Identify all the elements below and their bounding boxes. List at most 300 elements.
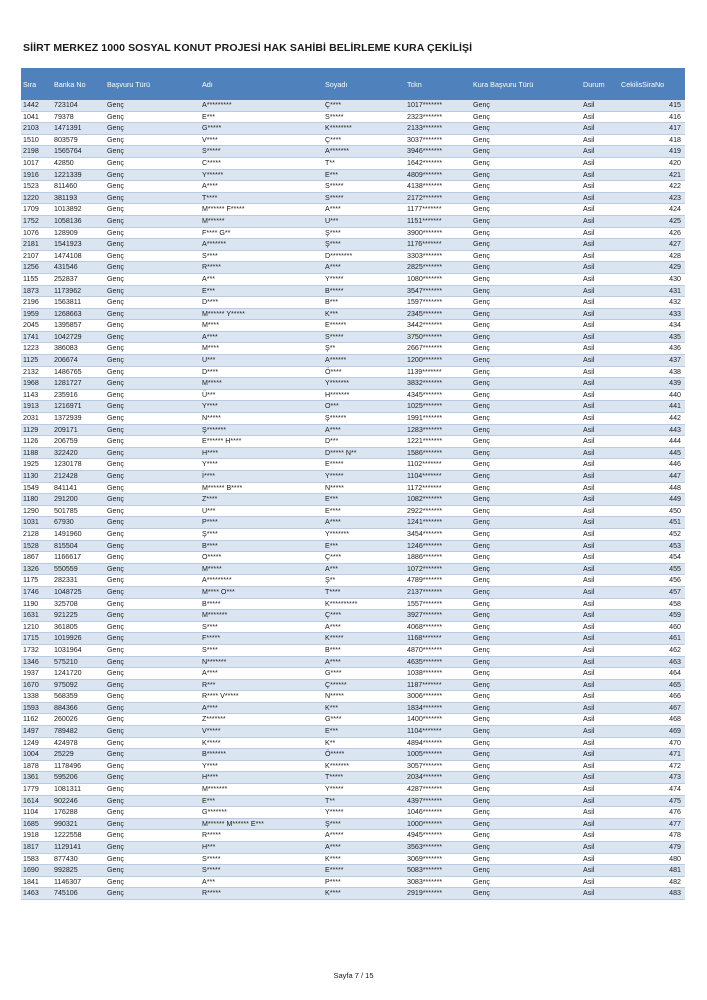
cell-basvuru-turu: Genç: [105, 714, 200, 726]
cell-cekilis-sira-no: 418: [619, 134, 685, 146]
cell-durum: Asil: [581, 772, 619, 784]
cell-soyadi: Ş****: [323, 239, 405, 251]
cell-sira: 1690: [21, 865, 52, 877]
cell-cekilis-sira-no: 474: [619, 784, 685, 796]
cell-tckn: 1082*******: [405, 494, 471, 506]
cell-cekilis-sira-no: 437: [619, 355, 685, 367]
cell-soyadi: T****: [323, 586, 405, 598]
cell-basvuru-turu: Genç: [105, 111, 200, 123]
cell-banka-no: 1486765: [52, 366, 105, 378]
cell-adi: A***: [200, 876, 323, 888]
page-title: SİİRT MERKEZ 1000 SOSYAL KONUT PROJESİ HAK SAHİBİ BELİRLEME KURA ÇEKİLİŞİ: [23, 42, 473, 54]
table-row: [21, 610, 685, 622]
cell-basvuru-turu: Genç: [105, 830, 200, 842]
cell-banka-no: 902246: [52, 795, 105, 807]
column-header-adi: Adı: [202, 79, 213, 89]
cell-durum: Asil: [581, 378, 619, 390]
cell-cekilis-sira-no: 440: [619, 389, 685, 401]
cell-durum: Asil: [581, 691, 619, 703]
column-header-kura-basvuru-turu: Kura Başvuru Türü: [473, 79, 534, 89]
cell-adi: B*****: [200, 598, 323, 610]
table-row: [21, 830, 685, 842]
cell-kura-basvuru-turu: Genç: [471, 262, 581, 274]
cell-soyadi: S*****: [323, 111, 405, 123]
cell-tckn: 1834*******: [405, 702, 471, 714]
cell-sira: 1593: [21, 702, 52, 714]
cell-adi: Z*******: [200, 714, 323, 726]
cell-soyadi: Ş**: [323, 575, 405, 587]
cell-durum: Asil: [581, 169, 619, 181]
cell-cekilis-sira-no: 476: [619, 807, 685, 819]
cell-kura-basvuru-turu: Genç: [471, 285, 581, 297]
cell-soyadi: S*****: [323, 331, 405, 343]
cell-sira: 1143: [21, 389, 52, 401]
cell-kura-basvuru-turu: Genç: [471, 679, 581, 691]
cell-banka-no: 789482: [52, 726, 105, 738]
cell-tckn: 2667*******: [405, 343, 471, 355]
cell-tckn: 1172*******: [405, 482, 471, 494]
cell-sira: 1528: [21, 540, 52, 552]
cell-soyadi: Ö****: [323, 366, 405, 378]
table-row: [21, 749, 685, 761]
cell-cekilis-sira-no: 430: [619, 273, 685, 285]
cell-basvuru-turu: Genç: [105, 169, 200, 181]
cell-tckn: 4789*******: [405, 575, 471, 587]
cell-cekilis-sira-no: 446: [619, 459, 685, 471]
cell-banka-no: 1081311: [52, 784, 105, 796]
cell-cekilis-sira-no: 427: [619, 239, 685, 251]
cell-sira: 2128: [21, 528, 52, 540]
cell-banka-no: 1216971: [52, 401, 105, 413]
cell-soyadi: A*******: [323, 146, 405, 158]
cell-tckn: 3006*******: [405, 691, 471, 703]
cell-kura-basvuru-turu: Genç: [471, 598, 581, 610]
cell-sira: 1223: [21, 343, 52, 355]
cell-adi: D****: [200, 297, 323, 309]
cell-adi: R**** V*****: [200, 691, 323, 703]
cell-banka-no: 361805: [52, 621, 105, 633]
cell-durum: Asil: [581, 401, 619, 413]
cell-sira: 2181: [21, 239, 52, 251]
cell-tckn: 1586*******: [405, 447, 471, 459]
cell-soyadi: A****: [323, 656, 405, 668]
cell-basvuru-turu: Genç: [105, 865, 200, 877]
cell-kura-basvuru-turu: Genç: [471, 459, 581, 471]
cell-cekilis-sira-no: 468: [619, 714, 685, 726]
cell-kura-basvuru-turu: Genç: [471, 471, 581, 483]
cell-banka-no: 841141: [52, 482, 105, 494]
cell-durum: Asil: [581, 123, 619, 135]
table-row: [21, 273, 685, 285]
cell-cekilis-sira-no: 461: [619, 633, 685, 645]
table-row: [21, 633, 685, 645]
cell-tckn: 1246*******: [405, 540, 471, 552]
cell-banka-no: 1541923: [52, 239, 105, 251]
cell-kura-basvuru-turu: Genç: [471, 621, 581, 633]
table-header-row: [21, 68, 685, 100]
table-row: [21, 157, 685, 169]
cell-banka-no: 1395857: [52, 320, 105, 332]
cell-cekilis-sira-no: 422: [619, 181, 685, 193]
cell-kura-basvuru-turu: Genç: [471, 204, 581, 216]
cell-soyadi: Ş******: [323, 413, 405, 425]
cell-cekilis-sira-no: 460: [619, 621, 685, 633]
cell-basvuru-turu: Genç: [105, 459, 200, 471]
cell-basvuru-turu: Genç: [105, 447, 200, 459]
cell-adi: D****: [200, 366, 323, 378]
cell-sira: 1210: [21, 621, 52, 633]
cell-basvuru-turu: Genç: [105, 691, 200, 703]
cell-durum: Asil: [581, 737, 619, 749]
cell-soyadi: A*****: [323, 830, 405, 842]
cell-cekilis-sira-no: 462: [619, 644, 685, 656]
table-row: [21, 552, 685, 564]
cell-adi: M****: [200, 320, 323, 332]
table-row: [21, 285, 685, 297]
cell-sira: 2045: [21, 320, 52, 332]
cell-kura-basvuru-turu: Genç: [471, 331, 581, 343]
cell-cekilis-sira-no: 449: [619, 494, 685, 506]
cell-banka-no: 67930: [52, 517, 105, 529]
cell-tckn: 1005*******: [405, 749, 471, 761]
cell-adi: V*****: [200, 726, 323, 738]
cell-basvuru-turu: Genç: [105, 586, 200, 598]
cell-cekilis-sira-no: 415: [619, 100, 685, 111]
cell-adi: F**** G**: [200, 227, 323, 239]
cell-kura-basvuru-turu: Genç: [471, 505, 581, 517]
cell-banka-no: 206674: [52, 355, 105, 367]
cell-tckn: 4894*******: [405, 737, 471, 749]
cell-durum: Asil: [581, 505, 619, 517]
cell-basvuru-turu: Genç: [105, 726, 200, 738]
cell-tckn: 3069*******: [405, 853, 471, 865]
cell-banka-no: 1230178: [52, 459, 105, 471]
cell-basvuru-turu: Genç: [105, 378, 200, 390]
table-row: [21, 181, 685, 193]
table-row: [21, 366, 685, 378]
cell-kura-basvuru-turu: Genç: [471, 273, 581, 285]
table-row: [21, 888, 685, 900]
cell-tckn: 1187*******: [405, 679, 471, 691]
cell-sira: 1968: [21, 378, 52, 390]
cell-sira: 1925: [21, 459, 52, 471]
cell-banka-no: 803579: [52, 134, 105, 146]
cell-kura-basvuru-turu: Genç: [471, 575, 581, 587]
cell-adi: M****** M****** E***: [200, 818, 323, 830]
cell-tckn: 4870*******: [405, 644, 471, 656]
table-row: [21, 123, 685, 135]
cell-durum: Asil: [581, 471, 619, 483]
cell-sira: 2031: [21, 413, 52, 425]
cell-sira: 1752: [21, 215, 52, 227]
cell-sira: 1918: [21, 830, 52, 842]
table-row: [21, 355, 685, 367]
table-row: [21, 853, 685, 865]
cell-cekilis-sira-no: 435: [619, 331, 685, 343]
cell-durum: Asil: [581, 610, 619, 622]
cell-adi: M*****: [200, 563, 323, 575]
cell-banka-no: 1372939: [52, 413, 105, 425]
cell-kura-basvuru-turu: Genç: [471, 378, 581, 390]
cell-soyadi: E****: [323, 505, 405, 517]
cell-sira: 1463: [21, 888, 52, 900]
cell-adi: Y******: [200, 169, 323, 181]
table-row: [21, 540, 685, 552]
cell-durum: Asil: [581, 784, 619, 796]
cell-adi: R*****: [200, 830, 323, 842]
cell-basvuru-turu: Genç: [105, 123, 200, 135]
cell-basvuru-turu: Genç: [105, 366, 200, 378]
cell-tckn: 1072*******: [405, 563, 471, 575]
cell-kura-basvuru-turu: Genç: [471, 355, 581, 367]
cell-adi: C*****: [200, 157, 323, 169]
cell-basvuru-turu: Genç: [105, 737, 200, 749]
cell-durum: Asil: [581, 331, 619, 343]
cell-sira: 1685: [21, 818, 52, 830]
cell-banka-no: 992825: [52, 865, 105, 877]
cell-banka-no: 1048725: [52, 586, 105, 598]
cell-basvuru-turu: Genç: [105, 563, 200, 575]
cell-durum: Asil: [581, 192, 619, 204]
cell-sira: 1180: [21, 494, 52, 506]
cell-tckn: 1151*******: [405, 215, 471, 227]
table-row: [21, 656, 685, 668]
cell-soyadi: Y*****: [323, 273, 405, 285]
cell-tckn: 4138*******: [405, 181, 471, 193]
cell-cekilis-sira-no: 465: [619, 679, 685, 691]
cell-banka-no: 575210: [52, 656, 105, 668]
cell-kura-basvuru-turu: Genç: [471, 239, 581, 251]
cell-banka-no: 1491960: [52, 528, 105, 540]
cell-soyadi: E*****: [323, 865, 405, 877]
cell-sira: 1346: [21, 656, 52, 668]
cell-banka-no: 1146307: [52, 876, 105, 888]
cell-soyadi: Y*******: [323, 528, 405, 540]
cell-banka-no: 322420: [52, 447, 105, 459]
cell-sira: 1510: [21, 134, 52, 146]
cell-soyadi: K********: [323, 123, 405, 135]
cell-kura-basvuru-turu: Genç: [471, 482, 581, 494]
cell-banka-no: 25229: [52, 749, 105, 761]
table-row: [21, 378, 685, 390]
cell-banka-no: 884366: [52, 702, 105, 714]
cell-cekilis-sira-no: 477: [619, 818, 685, 830]
cell-tckn: 3037*******: [405, 134, 471, 146]
cell-banka-no: 1129141: [52, 842, 105, 854]
cell-basvuru-turu: Genç: [105, 343, 200, 355]
cell-adi: Ü***: [200, 389, 323, 401]
cell-basvuru-turu: Genç: [105, 355, 200, 367]
cell-sira: 1190: [21, 598, 52, 610]
cell-durum: Asil: [581, 134, 619, 146]
cell-adi: A*********: [200, 100, 323, 111]
cell-sira: 1017: [21, 157, 52, 169]
cell-tckn: 1241*******: [405, 517, 471, 529]
table-row: [21, 239, 685, 251]
cell-basvuru-turu: Genç: [105, 285, 200, 297]
cell-adi: S*****: [200, 865, 323, 877]
cell-banka-no: 176288: [52, 807, 105, 819]
cell-durum: Asil: [581, 586, 619, 598]
cell-basvuru-turu: Genç: [105, 250, 200, 262]
cell-tckn: 1400*******: [405, 714, 471, 726]
table-row: [21, 737, 685, 749]
cell-banka-no: 282331: [52, 575, 105, 587]
cell-kura-basvuru-turu: Genç: [471, 320, 581, 332]
table-row: [21, 100, 685, 111]
table-row: [21, 563, 685, 575]
cell-banka-no: 386083: [52, 343, 105, 355]
cell-basvuru-turu: Genç: [105, 668, 200, 680]
cell-basvuru-turu: Genç: [105, 540, 200, 552]
cell-cekilis-sira-no: 416: [619, 111, 685, 123]
cell-tckn: 1176*******: [405, 239, 471, 251]
cell-banka-no: 235916: [52, 389, 105, 401]
cell-soyadi: E*****: [323, 459, 405, 471]
table-row: [21, 320, 685, 332]
table-row: [21, 111, 685, 123]
cell-adi: S****: [200, 644, 323, 656]
cell-basvuru-turu: Genç: [105, 134, 200, 146]
cell-soyadi: Y*****: [323, 807, 405, 819]
cell-adi: K*****: [200, 737, 323, 749]
cell-soyadi: B****: [323, 644, 405, 656]
table-row: [21, 459, 685, 471]
table-row: [21, 772, 685, 784]
cell-kura-basvuru-turu: Genç: [471, 366, 581, 378]
table-row: [21, 389, 685, 401]
cell-durum: Asil: [581, 366, 619, 378]
cell-cekilis-sira-no: 471: [619, 749, 685, 761]
cell-tckn: 5083*******: [405, 865, 471, 877]
cell-tckn: 3900*******: [405, 227, 471, 239]
cell-sira: 1873: [21, 285, 52, 297]
cell-tckn: 1991*******: [405, 413, 471, 425]
cell-cekilis-sira-no: 447: [619, 471, 685, 483]
cell-cekilis-sira-no: 445: [619, 447, 685, 459]
cell-banka-no: 42850: [52, 157, 105, 169]
cell-soyadi: E******: [323, 320, 405, 332]
cell-basvuru-turu: Genç: [105, 157, 200, 169]
cell-soyadi: U***: [323, 215, 405, 227]
table-row: [21, 413, 685, 425]
cell-cekilis-sira-no: 421: [619, 169, 685, 181]
cell-soyadi: Ş****: [323, 818, 405, 830]
cell-banka-no: 1058136: [52, 215, 105, 227]
cell-cekilis-sira-no: 424: [619, 204, 685, 216]
cell-soyadi: Ö*****: [323, 749, 405, 761]
cell-banka-no: 1173962: [52, 285, 105, 297]
cell-basvuru-turu: Genç: [105, 876, 200, 888]
cell-sira: 2196: [21, 297, 52, 309]
cell-durum: Asil: [581, 181, 619, 193]
cell-cekilis-sira-no: 467: [619, 702, 685, 714]
cell-adi: Ş*******: [200, 424, 323, 436]
cell-banka-no: 501785: [52, 505, 105, 517]
cell-soyadi: D********: [323, 250, 405, 262]
cell-sira: 1188: [21, 447, 52, 459]
table-row: [21, 691, 685, 703]
cell-kura-basvuru-turu: Genç: [471, 552, 581, 564]
cell-sira: 1746: [21, 586, 52, 598]
column-header-cekilis-sira-no: CekilisSiraNo: [621, 79, 665, 89]
cell-durum: Asil: [581, 865, 619, 877]
cell-adi: H****: [200, 772, 323, 784]
cell-basvuru-turu: Genç: [105, 772, 200, 784]
cell-banka-no: 1565764: [52, 146, 105, 158]
table-row: [21, 575, 685, 587]
cell-tckn: 1139*******: [405, 366, 471, 378]
cell-soyadi: S*****: [323, 192, 405, 204]
table-row: [21, 517, 685, 529]
cell-sira: 1290: [21, 505, 52, 517]
cell-cekilis-sira-no: 459: [619, 610, 685, 622]
cell-basvuru-turu: Genç: [105, 818, 200, 830]
cell-tckn: 1104*******: [405, 726, 471, 738]
cell-kura-basvuru-turu: Genç: [471, 517, 581, 529]
cell-durum: Asil: [581, 656, 619, 668]
table-row: [21, 250, 685, 262]
table-row: [21, 227, 685, 239]
cell-soyadi: Y*****: [323, 471, 405, 483]
table-row: [21, 262, 685, 274]
cell-basvuru-turu: Genç: [105, 610, 200, 622]
cell-tckn: 1642*******: [405, 157, 471, 169]
table-row: [21, 702, 685, 714]
table-row: [21, 308, 685, 320]
cell-basvuru-turu: Genç: [105, 181, 200, 193]
cell-kura-basvuru-turu: Genç: [471, 726, 581, 738]
table-row: [21, 598, 685, 610]
cell-basvuru-turu: Genç: [105, 656, 200, 668]
cell-cekilis-sira-no: 450: [619, 505, 685, 517]
cell-adi: A****: [200, 181, 323, 193]
cell-basvuru-turu: Genç: [105, 227, 200, 239]
table-row: [21, 447, 685, 459]
table-body: [21, 100, 685, 899]
cell-sira: 1913: [21, 401, 52, 413]
cell-banka-no: 209171: [52, 424, 105, 436]
cell-tckn: 3946*******: [405, 146, 471, 158]
cell-tckn: 1080*******: [405, 273, 471, 285]
cell-durum: Asil: [581, 888, 619, 900]
cell-kura-basvuru-turu: Genç: [471, 169, 581, 181]
cell-durum: Asil: [581, 250, 619, 262]
cell-cekilis-sira-no: 441: [619, 401, 685, 413]
cell-sira: 1614: [21, 795, 52, 807]
cell-banka-no: 431546: [52, 262, 105, 274]
cell-durum: Asil: [581, 297, 619, 309]
cell-basvuru-turu: Genç: [105, 146, 200, 158]
cell-durum: Asil: [581, 563, 619, 575]
column-header-basvuru-turu: Başvuru Türü: [107, 79, 151, 89]
table-row: [21, 424, 685, 436]
cell-cekilis-sira-no: 425: [619, 215, 685, 227]
cell-sira: 1130: [21, 471, 52, 483]
cell-soyadi: Ç****: [323, 552, 405, 564]
cell-kura-basvuru-turu: Genç: [471, 749, 581, 761]
cell-basvuru-turu: Genç: [105, 273, 200, 285]
cell-soyadi: K*****: [323, 633, 405, 645]
cell-kura-basvuru-turu: Genç: [471, 424, 581, 436]
cell-kura-basvuru-turu: Genç: [471, 772, 581, 784]
cell-durum: Asil: [581, 528, 619, 540]
cell-kura-basvuru-turu: Genç: [471, 760, 581, 772]
table-row: [21, 505, 685, 517]
cell-sira: 1175: [21, 575, 52, 587]
cell-durum: Asil: [581, 714, 619, 726]
cell-soyadi: E***: [323, 169, 405, 181]
